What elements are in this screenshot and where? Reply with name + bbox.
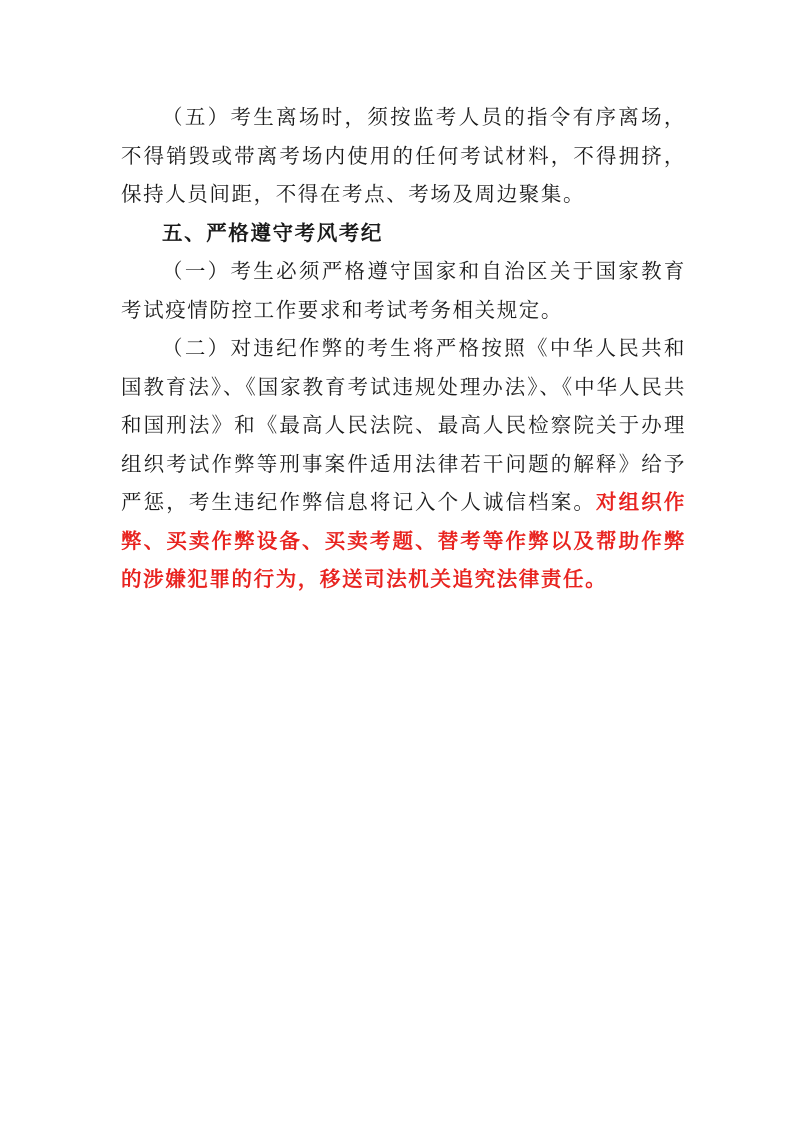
criminal-liability-warning: 对组织作弊、买卖作弊设备、买卖考题、替考等作弊以及帮助作弊的涉嫌犯罪的行为，移送司法机关追究法律责任。 — [121, 490, 686, 591]
document-body — [121, 98, 686, 599]
paragraph-exit-rules: （五）考生离场时，须按监考人员的指令有序离场，不得销毁或带离考场内使用的任何考试材料，不得拥挤，保持人员间距，不得在考点、考场及周边聚集。 — [121, 105, 686, 206]
paragraph-comply-rules: （一）考生必须严格遵守国家和自治区关于国家教育考试疫情防控工作要求和考试考务相关规定。 — [121, 259, 686, 322]
cheating-penalties-text: （二）对违纪作弊的考生将严格按照《中华人民共和国教育法》、《国家教育考试违规处理办法》、《中华人民共和国刑法》和《最高人民法院、最高人民检察院关于办理组织考试作弊等刑事案件适用法律若干问题的解释》给予严惩，考生违纪作弊信息将记入个人诚信档案。 — [121, 336, 686, 514]
paragraph-cheating-penalties — [121, 329, 686, 599]
section-heading: 五、严格遵守考风考纪 — [162, 220, 383, 245]
